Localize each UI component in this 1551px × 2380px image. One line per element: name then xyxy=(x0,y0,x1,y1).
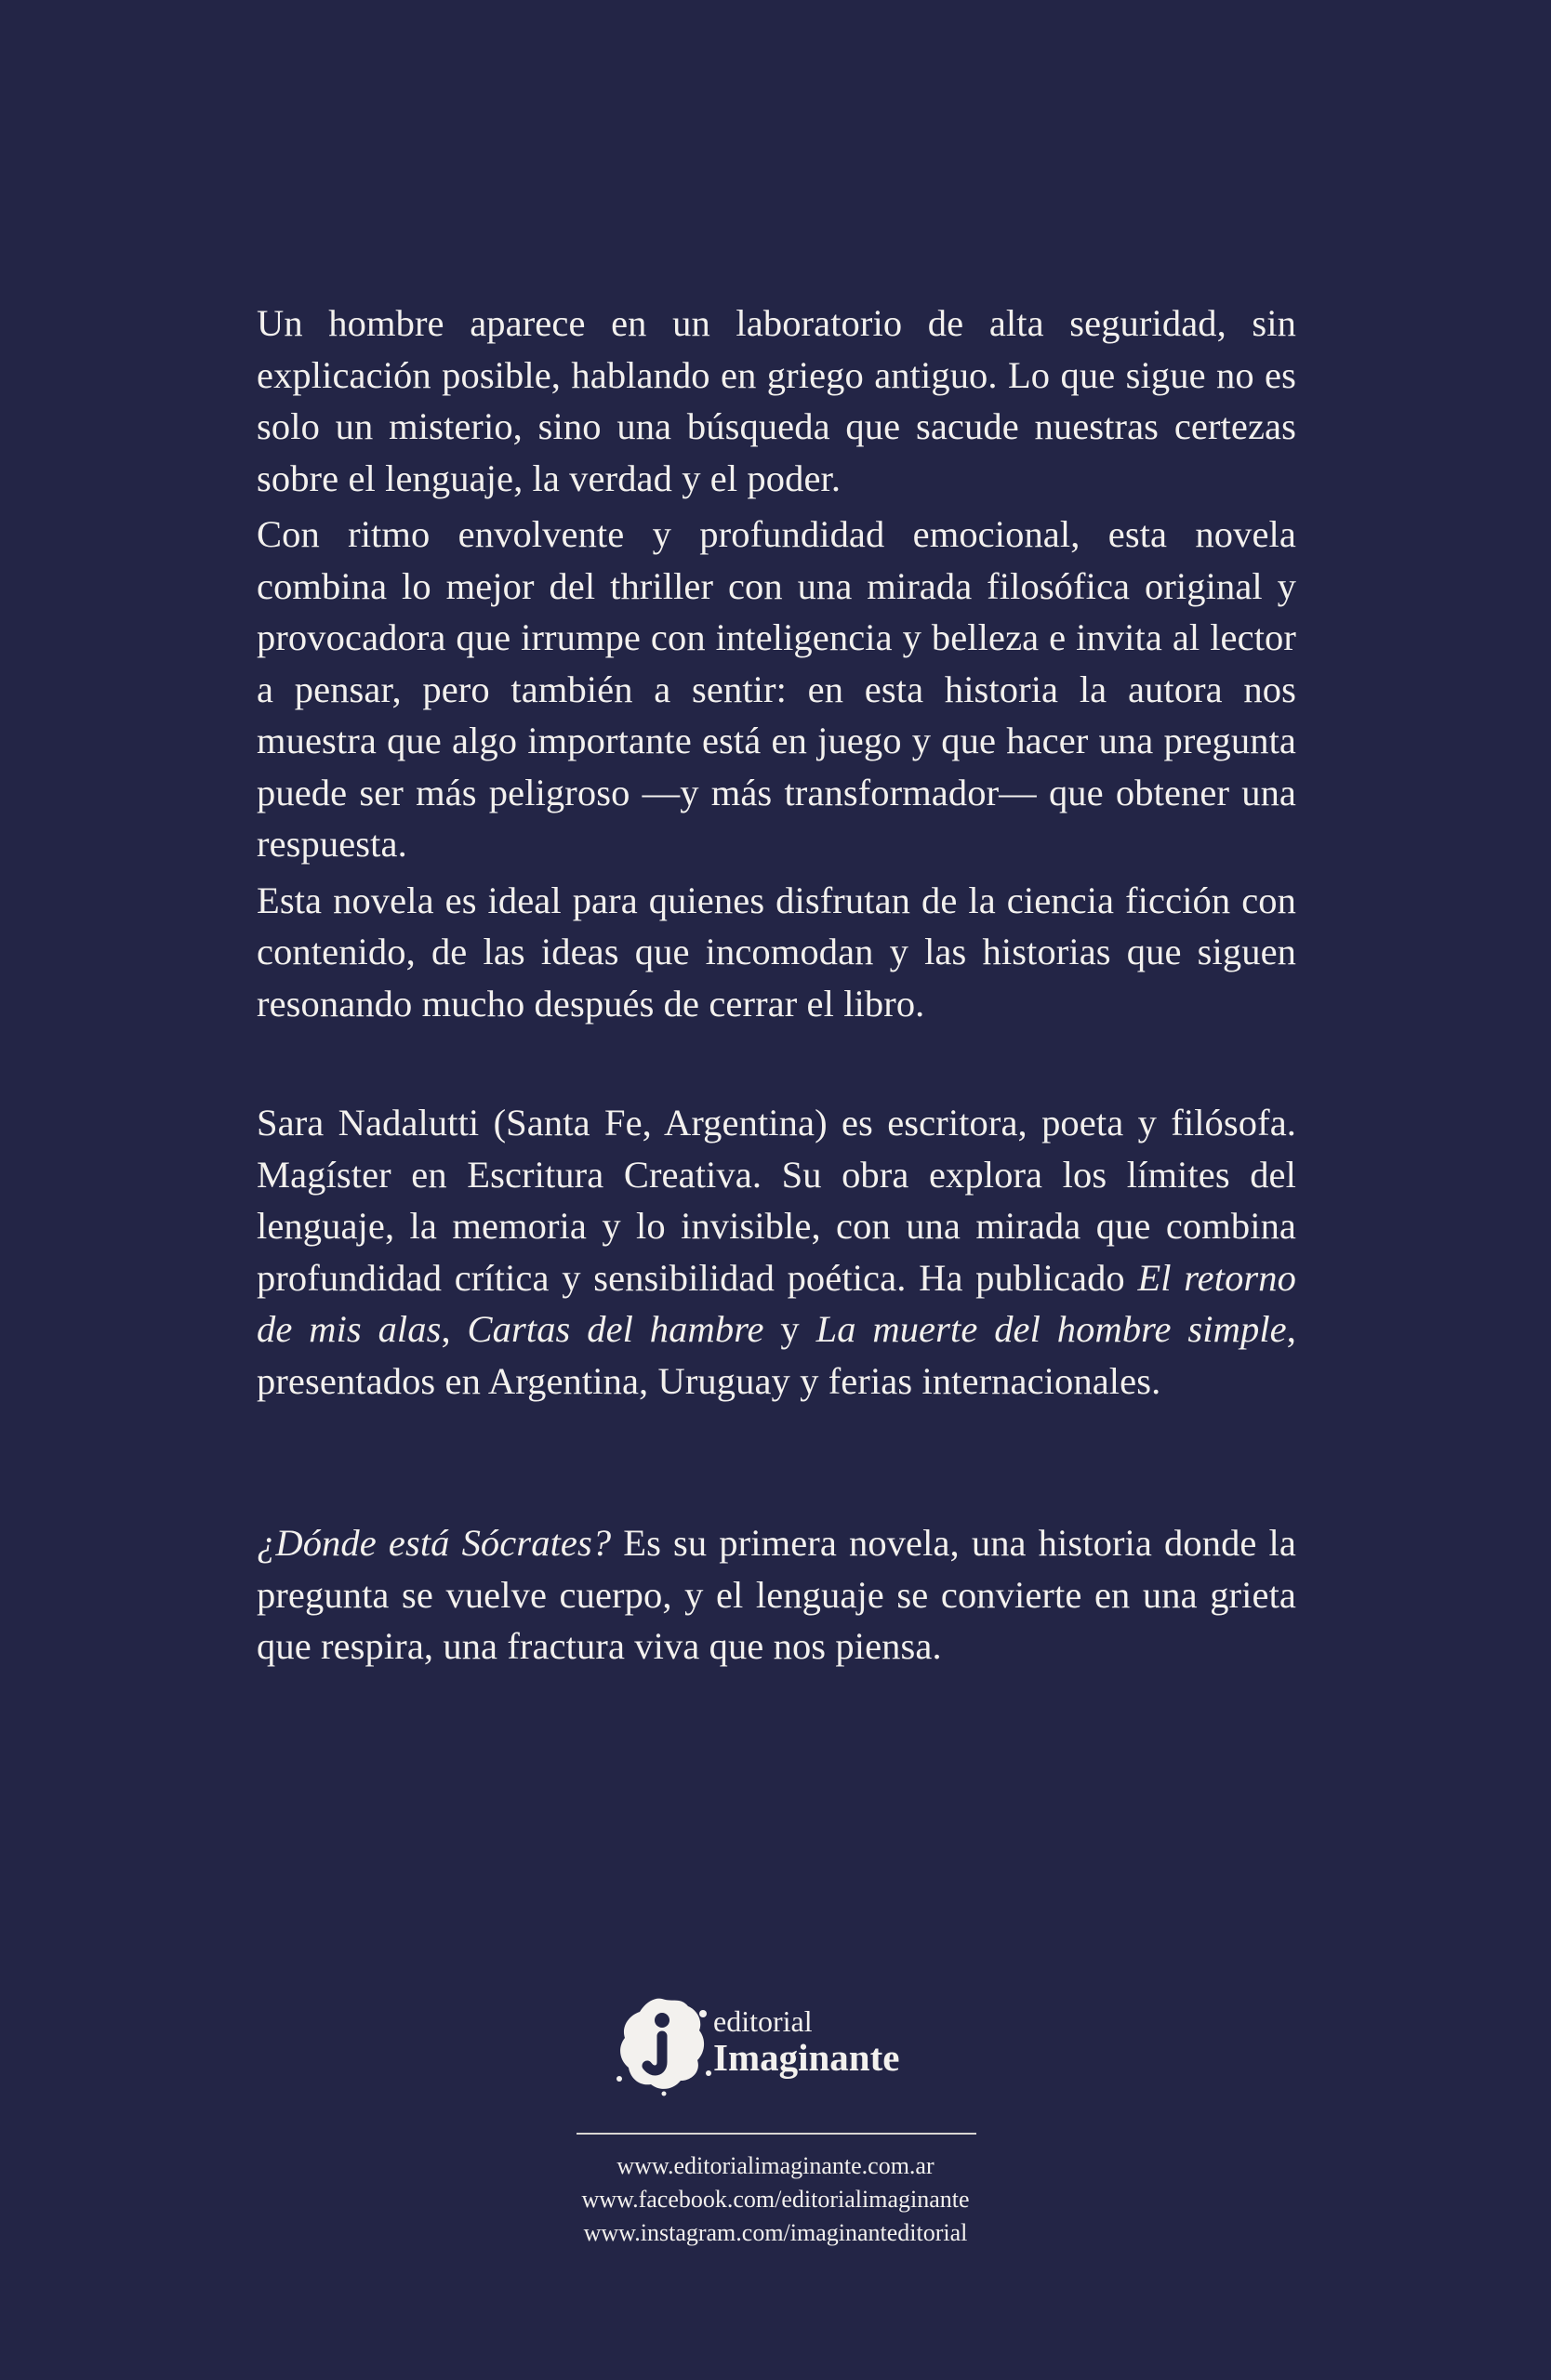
author-bio-section xyxy=(257,1097,1296,1407)
divider-line xyxy=(577,2133,976,2135)
book-title-3: La muerte del hombre simple xyxy=(815,1308,1287,1350)
novel-note-section xyxy=(257,1517,1296,1673)
instagram-link[interactable]: www.instagram.com/imaginanteditorial xyxy=(583,2219,968,2246)
book-title-1: El retorno de mis alas xyxy=(257,1256,1296,1350)
synopsis-paragraph-1: Un hombre aparece en un laboratorio de alta seguridad, sin explicación posible, hablando en griego antiguo. Lo que sigue no es solo un misterio, sino una búsqueda que sacude nuestras certezas sobre el lenguaje, la verdad y el poder. xyxy=(257,302,1296,499)
book-title-2: Cartas del hambre xyxy=(467,1308,764,1350)
novel-note-paragraph xyxy=(257,1517,1296,1673)
novel-title: ¿Dónde está Sócrates? xyxy=(257,1522,612,1564)
i-ink-splash-icon xyxy=(606,1990,718,2101)
bio-separator-2: y xyxy=(763,1308,816,1350)
publisher-links xyxy=(484,2149,1067,2250)
facebook-link[interactable]: www.facebook.com/editorialimaginante xyxy=(581,2186,970,2213)
bio-text-after: , presentados en Argentina, Uruguay y ferias internacionales. xyxy=(257,1308,1296,1402)
synopsis-section xyxy=(257,298,1296,1029)
author-bio-paragraph xyxy=(257,1097,1296,1407)
bio-separator-1: , xyxy=(441,1308,468,1350)
synopsis-paragraph-3: Esta novela es ideal para quienes disfrutan de la ciencia ficción con contenido, de las ideas que incomodan y las historias que siguen resonando mucho después de cerrar el libro. xyxy=(257,879,1296,1025)
synopsis-paragraph-2: Con ritmo envolvente y profundidad emocional, esta novela combina lo mejor del thriller con una mirada filosófica original y provocadora que irrumpe con inteligencia y belleza e invita al lector a pensar, pero también a sentir: en esta historia la autora nos muestra que algo importante está en juego y que hacer una pregunta puede ser más peligroso —y más transformador— que obtener una respuesta. xyxy=(257,513,1296,865)
bio-text-before: Sara Nadalutti (Santa Fe, Argentina) es escritora, poeta y filósofa. Magíster en Escritura Creativa. Su obra explora los límites del lenguaje, la memoria y lo invisible, con una mirada que combina profundidad crítica y sensibilidad poética. Ha publicado xyxy=(257,1102,1296,1299)
novel-note-text: Es su primera novela, una historia donde la pregunta se vuelve cuerpo, y el lenguaje se convierte en una grieta que respira, una fractura viva que nos piensa. xyxy=(257,1522,1296,1667)
publisher-logo xyxy=(606,1990,941,2101)
website-link[interactable]: www.editorialimaginante.com.ar xyxy=(616,2152,935,2179)
logo-word-imaginante: Imaginante xyxy=(713,2036,900,2079)
logo-word-editorial: editorial xyxy=(713,2004,813,2038)
